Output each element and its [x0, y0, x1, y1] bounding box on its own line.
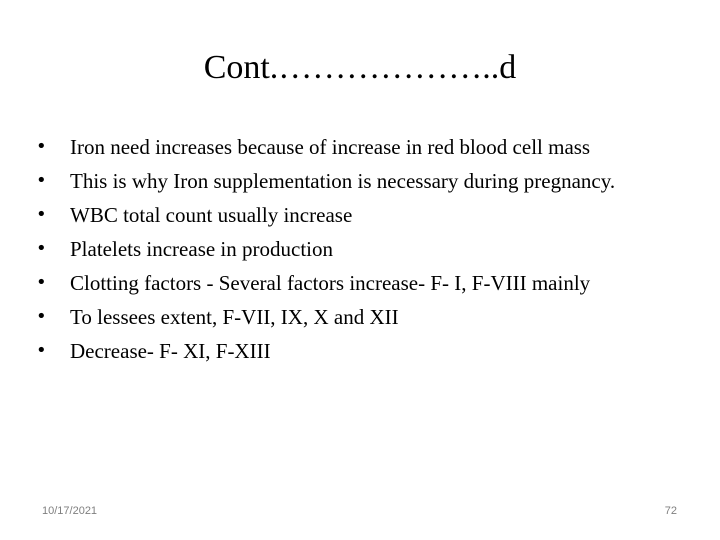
slide-title: Cont.………………..d	[203, 49, 517, 86]
bullet-marker: •	[36, 136, 47, 157]
bullet-item	[36, 334, 686, 368]
bullet-item	[36, 266, 686, 300]
bullet-marker: •	[36, 204, 47, 225]
bullet-marker: •	[36, 238, 47, 259]
bullet-list	[36, 130, 686, 368]
bullet-marker: •	[36, 340, 47, 361]
bullet-text: WBC total count usually increase	[70, 203, 353, 227]
bullet-text: Platelets increase in production	[70, 237, 334, 261]
bullet-item	[36, 300, 686, 334]
bullet-marker: •	[36, 306, 47, 327]
bullet-item	[36, 232, 686, 266]
bullet-item	[36, 198, 686, 232]
bullet-text: Iron need increases because of increase in red blood cell mass	[70, 135, 591, 159]
footer-date: 10/17/2021	[42, 505, 98, 517]
footer-page-number: 72	[664, 505, 677, 517]
bullet-text: Clotting factors - Several factors increase- F- I, F-VIII mainly	[70, 271, 591, 295]
bullet-marker: •	[36, 272, 47, 293]
bullet-text: To lessees extent, F-VII, IX, X and XII	[70, 305, 399, 329]
bullet-item	[36, 130, 686, 164]
bullet-marker: •	[36, 170, 47, 191]
bullet-item	[36, 164, 686, 198]
bullet-text: This is why Iron supplementation is necessary during pregnancy.	[70, 169, 616, 193]
bullet-text: Decrease- F- XI, F-XIII	[70, 339, 271, 363]
